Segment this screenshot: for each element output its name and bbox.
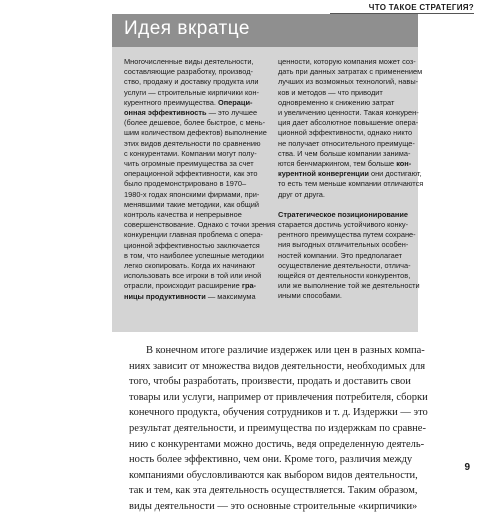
body-line: конечного продукта, обучения сотрудников и т. д. Издержки — это: [129, 407, 428, 419]
text-run: использовать все игроки в той или иной: [124, 271, 262, 281]
text-run: или же выполнение той же деятельности: [278, 281, 420, 291]
text-line: [124, 139, 266, 149]
text-run: лучших из возможных технологий, навы-: [278, 77, 419, 87]
text-run: одновременно к снижению затрат: [278, 97, 395, 107]
page-number: 9: [464, 462, 470, 473]
text-line: [278, 271, 412, 281]
text-run: рентного преимущества путем сохране-: [278, 230, 416, 240]
text-line: [124, 251, 266, 261]
text-line: [278, 240, 412, 250]
text-line: [124, 241, 266, 251]
text-line: [278, 57, 416, 67]
text-run: составляющие разработку, производ-: [124, 67, 253, 77]
text-run: этих видов деятельности по сравнению: [124, 138, 261, 148]
text-run: ностей компании. Это предполагает: [278, 250, 402, 260]
text-run: совершенствование. Однако с точки зрения: [124, 220, 276, 230]
text-run: ценности, которую компания может соз-: [278, 57, 416, 66]
summary-sidebar: [112, 14, 424, 332]
text-run: ков и методов — что приводит: [278, 87, 383, 97]
text-run: ционной эффективностью заключается: [124, 240, 260, 250]
text-line: [124, 281, 266, 291]
text-line: [278, 291, 412, 301]
text-run: чить огромные преимущества за счет: [124, 159, 254, 169]
text-run: в том, что наиболее успешные методики: [124, 250, 264, 260]
text-run: дать при данных затратах с применением: [278, 67, 423, 77]
text-line: [278, 251, 412, 261]
body-line: результат деятельности, и преимущества по издержкам по сравне-: [129, 422, 426, 434]
text-run: с конкурентами. Компании могут полу-: [124, 148, 257, 158]
text-line: [124, 159, 266, 169]
text-run: ство, продажу и доставку продукта или: [124, 77, 259, 87]
bold-term: Операци-: [217, 97, 253, 107]
body-line: ность более эффективно, чем они. Кроме того, различия между: [129, 454, 413, 466]
body-line: нию с конкурентами можно достичь, ведя определенную деятель-: [129, 438, 425, 450]
text-run: Многочисленные виды деятельности,: [124, 57, 254, 66]
text-line: [124, 67, 266, 77]
text-run: операционной эффективности, как это: [124, 169, 258, 179]
text-line: [278, 179, 424, 189]
text-line: [278, 210, 412, 220]
text-line: [278, 67, 423, 77]
text-run: друг от друга.: [278, 189, 325, 199]
text-run: (более дешевое, более быстрое, с мень-: [124, 118, 266, 128]
text-run: ющейся от деятельности конкурентов,: [278, 271, 411, 281]
text-run: — это лучшее: [206, 108, 258, 118]
text-line: [278, 88, 412, 98]
text-line: [278, 128, 412, 138]
text-run: отрасли, происходит расширение: [124, 281, 242, 291]
text-line: [124, 200, 266, 210]
body-line: ниях зависит от множества видов деятельности, необходимых для: [129, 360, 426, 372]
text-line: [124, 108, 266, 118]
sidebar-right-column: [278, 57, 424, 302]
bold-term: курентной конвергенции: [278, 169, 369, 179]
body-line: товары или услуги, например от привлечения потребителя, сборки: [129, 391, 428, 403]
text-line: [278, 138, 415, 149]
sidebar-left-column: [124, 57, 276, 302]
text-run: контроль качества и непрерывное: [124, 210, 242, 220]
running-head: ЧТО ТАКОЕ СТРАТЕГИЯ?: [368, 3, 474, 12]
text-run: менявшими такие методики, как общий: [124, 199, 260, 209]
text-line: [124, 169, 266, 179]
sidebar-title: Идея вкратце: [124, 18, 250, 39]
text-line: [124, 118, 266, 128]
text-line: [124, 149, 266, 159]
text-run: было продемонстрировано в 1970–: [124, 179, 247, 189]
text-line: [124, 220, 276, 230]
text-run: услуги — строительные кирпичики кон-: [124, 87, 259, 97]
bold-term: онная эффективность: [124, 108, 207, 118]
text-line: [124, 261, 266, 271]
text-run: легко скопировать. Когда их начинают: [124, 261, 256, 271]
text-line: [124, 271, 266, 281]
text-line: [278, 281, 420, 291]
text-run: 1980-х годах японскими фирмами, при-: [124, 189, 260, 199]
text-line: [278, 220, 412, 230]
body-line: виды деятельности — это основные строительные «кирпичики»: [129, 500, 418, 512]
sidebar-title-bar: [112, 14, 418, 47]
text-line: [124, 88, 266, 98]
bold-term: гра-: [241, 281, 257, 291]
text-line: [124, 292, 266, 302]
text-line: [124, 210, 266, 220]
text-run: конкуренции главная проблема с опера-: [124, 230, 263, 240]
text-line: [124, 77, 266, 87]
text-line: [278, 230, 416, 240]
sidebar-right-paragraph-2: [278, 209, 420, 302]
text-line: [278, 98, 412, 108]
body-line: компаниями обусловливаются как выбором видов деятельности,: [129, 469, 418, 481]
sidebar-left-paragraph: [124, 57, 276, 302]
body-line: так и тем, как эта деятельность осуществляется. Таким образом,: [129, 485, 418, 497]
text-run: и увеличению ценности. Такая конкурен-: [278, 108, 419, 118]
text-line: [278, 261, 412, 271]
text-run: они достигают,: [368, 169, 422, 179]
text-line: [124, 190, 266, 200]
text-run: не получает относительного преимуще-: [278, 138, 415, 148]
text-line: [278, 118, 419, 128]
text-line: [124, 57, 266, 67]
text-line: [124, 179, 266, 189]
bold-term: кон-: [396, 159, 412, 169]
bold-term: ницы продуктивности: [124, 291, 206, 301]
text-run: осуществление деятельности, отлича-: [278, 260, 411, 270]
text-line: [278, 159, 412, 169]
text-run: ция дает абсолютное повышение опера-: [278, 118, 419, 128]
text-line: [278, 77, 419, 87]
text-run: шим количеством дефектов) выполнение: [124, 128, 267, 138]
text-run: — максимума: [205, 291, 256, 301]
sidebar-right-paragraph-1: [278, 57, 424, 200]
text-run: старается достичь устойчивого конку-: [278, 220, 409, 230]
text-run: то есть тем меньше компании отличаются: [278, 179, 424, 189]
text-run: ства. И чем больше компании занима-: [278, 148, 411, 158]
main-body-text: [129, 343, 428, 515]
text-run: ются бенчмаркингом, тем больше: [278, 159, 397, 169]
text-run: ния выгодных отличительных особен-: [278, 240, 409, 250]
body-line: того, чтобы разработать, произвести, продать и доставить свои: [129, 376, 411, 388]
text-line: [124, 98, 266, 108]
text-line: [124, 230, 266, 240]
text-run: иными способами.: [278, 291, 342, 301]
bold-term: Стратегическое позиционирование: [278, 209, 409, 219]
text-line: [124, 128, 266, 138]
text-line: [278, 108, 419, 118]
body-line: В конечном итоге различие издержек или цен в разных компа-: [146, 345, 425, 356]
text-run: курентного преимущества.: [124, 97, 218, 107]
text-run: ционной эффективности, однако никто: [278, 128, 413, 138]
text-line: [278, 190, 412, 200]
text-line: [278, 169, 422, 179]
text-line: [278, 149, 412, 159]
